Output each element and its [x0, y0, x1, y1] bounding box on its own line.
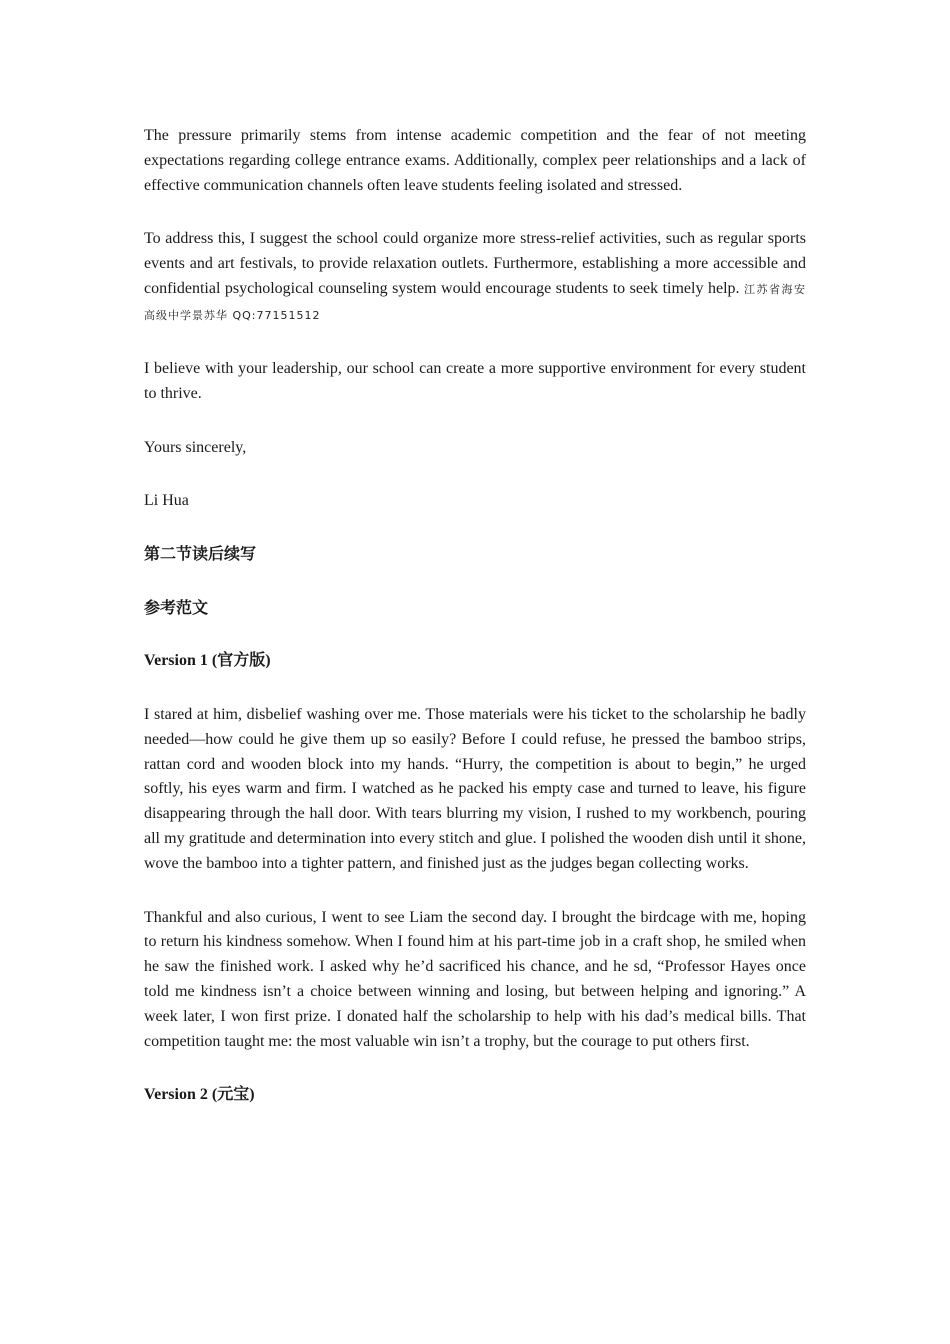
watermark-text: 江苏省海安高级中学景苏华 QQ:77151512	[144, 283, 807, 322]
section-title: 第二节读后续写	[144, 544, 257, 564]
paragraph-suggestions-text: To address this, I suggest the school could organize more stress-relief activities, such as regular sports events and art festivals, to provide relaxation outlets. Furthermore, establishing a more accessible and confidential psychological counseling system would encourage students to seek timely help.	[144, 230, 806, 298]
document-page	[144, 124, 806, 1137]
letter-closing: Yours sincerely,	[144, 438, 247, 456]
letter-signature: Li Hua	[144, 492, 189, 510]
version1-paragraph-2: Thankful and also curious, I went to see Liam the second day. I brought the birdcage with me, hoping to return his kindness somehow. When I found him at his part-time job in a craft shop, he smiled when he saw the finished work. I asked why he’d sacrificed his chance, and he sd, “Professor Hayes once told me kindness isn’t a choice between winning and losing, but between helping and ignoring.” A week later, I won first prize. I donated half the scholarship to help with his dad’s medical bills. That competition taught me: the most valuable win isn’t a trophy, but the courage to put others first.	[144, 908, 806, 1051]
version1-paragraph-1: I stared at him, disbelief washing over me. Those materials were his ticket to the scholarship he badly needed—how could he give them up so easily? Before I could refuse, he pressed the bamboo strips, rattan cord and wooden block into my hands. “Hurry, the competition is about to begin,” he urged softly, his eyes warm and firm. I watched as he packed his empty case and turned to leave, his figure disappearing through the hall door. With tears blurring my vision, I rushed to my workbench, pouring all my gratitude and determination into every stitch and glue. I polished the wooden dish until it shone, wove the bamboo into a tighter pattern, and finished just as the judges began collecting works.	[144, 705, 806, 873]
version2-label: Version 2 (元宝)	[144, 1086, 255, 1104]
paragraph-suggestions	[144, 227, 806, 329]
version1-label: Version 1 (官方版)	[144, 652, 271, 670]
paragraph-pressure-causes: The pressure primarily stems from intense academic competition and the fear of not meeting expectations regarding college entrance exams. Additionally, complex peer relationships and a lack of effective communication channels often leave students feeling isolated and stressed.	[144, 127, 806, 194]
section-subtitle: 参考范文	[144, 597, 209, 617]
paragraph-belief: I believe with your leadership, our school can create a more supportive environment for every student to thrive.	[144, 360, 806, 403]
